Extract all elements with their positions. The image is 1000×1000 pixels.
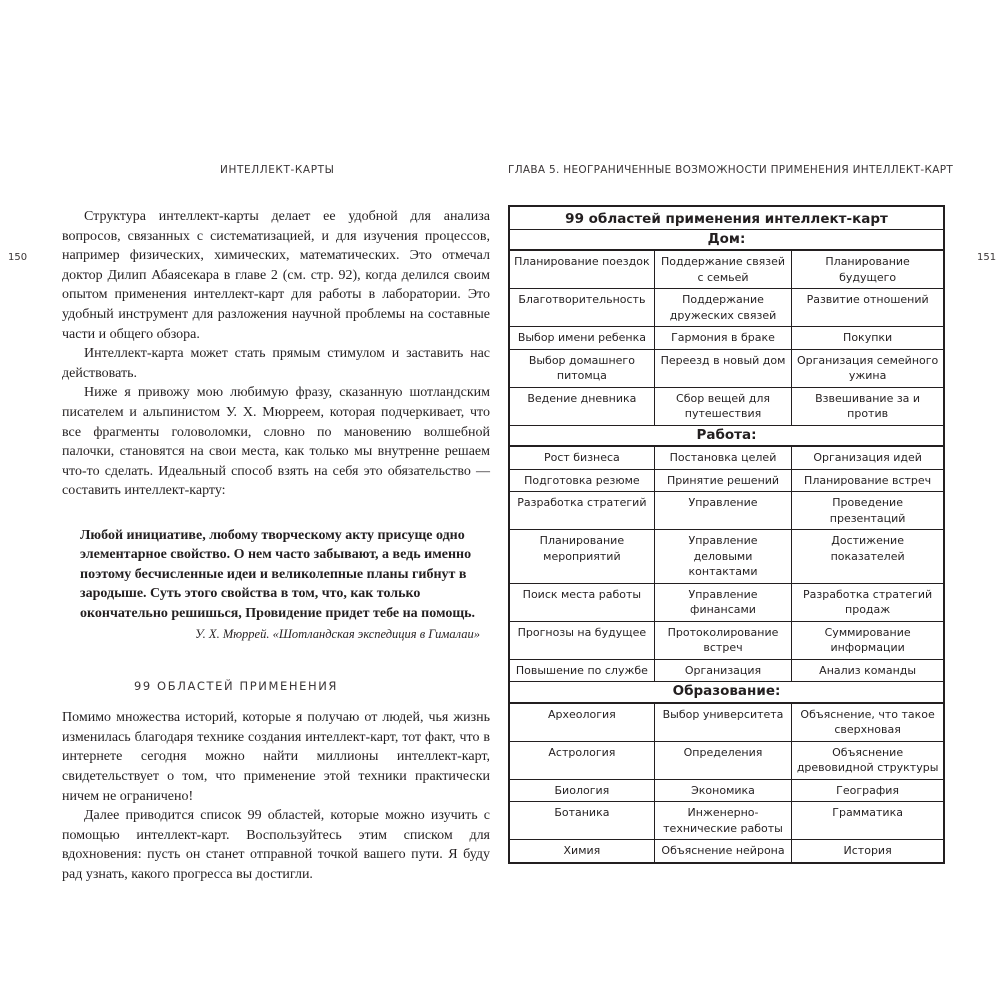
table-cell: Поддержание связей с семьей [654, 250, 791, 289]
table-row [509, 530, 944, 584]
table-row [509, 492, 944, 530]
table-cell: Достижение показателей [792, 530, 944, 584]
table-cell: Суммирование информации [792, 621, 944, 659]
section-header: Работа: [509, 425, 944, 446]
applications-table [508, 205, 945, 864]
left-page-body [62, 207, 490, 884]
table-cell: Рост бизнеса [509, 446, 654, 469]
table-row [509, 349, 944, 387]
table-cell: Управление деловыми контактами [654, 530, 791, 584]
table-cell: География [792, 779, 944, 802]
section-header: Образование: [509, 682, 944, 703]
table-cell: Выбор университета [654, 703, 791, 742]
table-cell: Планирование будущего [792, 250, 944, 289]
page-number-right: 151 [977, 252, 997, 263]
table-cell: Планирование мероприятий [509, 530, 654, 584]
table-row [509, 802, 944, 840]
table-cell: Управление [654, 492, 791, 530]
paragraph: Структура интеллект-карты делает ее удобной для анализа вопросов, связанных с систематизацией, и для изучения процессов, например физических, химических, математических. Это отмечал доктор Дилип Абаясекара в главе 2 (см. стр. 92), когда делился своим опытом применения интеллект-карт для работы в лаборатории. Это удобный инструмент для разложения научной проблемы на составные части и общего обзора. [62, 209, 490, 342]
table-row [509, 741, 944, 779]
table-cell: Выбор домашнего питомца [509, 349, 654, 387]
running-header-right: ГЛАВА 5. НЕОГРАНИЧЕННЫЕ ВОЗМОЖНОСТИ ПРИМЕНЕНИЯ ИНТЕЛЛЕКТ-КАРТ [508, 164, 954, 176]
paragraph: Интеллект-карта может стать прямым стимулом и заставить нас действовать. [62, 346, 490, 381]
table-cell: Объяснение древовидной структуры [792, 741, 944, 779]
table-cell: Объяснение нейрона [654, 840, 791, 863]
table-cell: Астрология [509, 741, 654, 779]
table-cell: Планирование встреч [792, 469, 944, 492]
table-cell: Археология [509, 703, 654, 742]
table-cell: Принятие решений [654, 469, 791, 492]
table-cell: Подготовка резюме [509, 469, 654, 492]
table-cell: Инженерно-технические работы [654, 802, 791, 840]
table-cell: Определения [654, 741, 791, 779]
table-cell: Выбор имени ребенка [509, 327, 654, 350]
table-cell: Благотворительность [509, 289, 654, 327]
table-cell: Планирование поездок [509, 250, 654, 289]
table-cell: Организация семейного ужина [792, 349, 944, 387]
table-cell: Химия [509, 840, 654, 863]
running-header-left: ИНТЕЛЛЕКТ-КАРТЫ [220, 164, 335, 176]
table-cell: Экономика [654, 779, 791, 802]
table-title: 99 областей применения интеллект-карт [509, 206, 944, 229]
table-cell: Прогнозы на будущее [509, 621, 654, 659]
paragraph: Ниже я привожу мою любимую фразу, сказанную шотландским писателем и альпинистом У. Х. Мюрреем, которая подчеркивает, что все фрагменты головоломки, словно по мановению волшебной палочки, становятся на свои места, как только мы внутренне решаем что-то сделать. Идеальный способ взять на себя это обязательство — составить интеллект-карту: [62, 385, 490, 499]
table-row [509, 469, 944, 492]
table-cell: Проведение презентаций [792, 492, 944, 530]
table-cell: Постановка целей [654, 446, 791, 469]
table-cell: Разработка стратегий [509, 492, 654, 530]
table-cell: Покупки [792, 327, 944, 350]
table-cell: Сбор вещей для путешествия [654, 387, 791, 425]
section-header: Дом: [509, 229, 944, 250]
table-cell: Организация [654, 659, 791, 682]
table-cell: Организация идей [792, 446, 944, 469]
table-row [509, 387, 944, 425]
table-row [509, 289, 944, 327]
table-cell: Взвешивание за и против [792, 387, 944, 425]
table-cell: Грамматика [792, 802, 944, 840]
table-cell: Ботаника [509, 802, 654, 840]
table-cell: Повышение по службе [509, 659, 654, 682]
section-heading: 99 ОБЛАСТЕЙ ПРИМЕНЕНИЯ [133, 678, 339, 693]
table-cell: Управление финансами [654, 583, 791, 621]
block-quote: Любой инициативе, любому творческому акту присуще одно элементарное свойство. О нем часто забывают, а ведь именно поэтому бесчисленные идеи и великолепные планы гибнут в зародыше. Суть этого свойства в том, что, как только окончательно решишься, Провидение придет тебе на помощь. [80, 527, 476, 621]
table-row [509, 446, 944, 469]
table-cell: Биология [509, 779, 654, 802]
table-cell: Протоколирование встреч [654, 621, 791, 659]
paragraph: Помимо множества историй, которые я получаю от людей, чья жизнь изменилась благодаря технике создания интеллект-карт, тот факт, что в интернете сегодня можно найти миллионы интеллект-карт, свидетельствует о том, что применение этой техники практически ничем не ограничено! [62, 710, 490, 804]
table-cell: Поддержание дружеских связей [654, 289, 791, 327]
table-cell: История [792, 840, 944, 863]
table-row [509, 840, 944, 863]
table-row [509, 703, 944, 742]
table-cell: Ведение дневника [509, 387, 654, 425]
quote-attribution: У. Х. Мюррей. «Шотландская экспедиция в Гималаи» [195, 626, 480, 641]
table-cell: Развитие отношений [792, 289, 944, 327]
table-cell: Гармония в браке [654, 327, 791, 350]
table-cell: Объяснение, что такое сверхновая [792, 703, 944, 742]
table-cell: Поиск места работы [509, 583, 654, 621]
table-row [509, 621, 944, 659]
table-cell: Анализ команды [792, 659, 944, 682]
table-row [509, 659, 944, 682]
table-row [509, 583, 944, 621]
paragraph: Далее приводится список 99 областей, которые можно изучить с помощью интеллект-карт. Воспользуйтесь этим списком для вдохновения: пусть он станет отправной точкой вашего пути. Я буду рад узнать, какого прогресса вы достигли. [62, 808, 490, 882]
page-number-left: 150 [8, 252, 28, 263]
table-cell: Переезд в новый дом [654, 349, 791, 387]
table-row [509, 779, 944, 802]
table-row [509, 250, 944, 289]
table-row [509, 327, 944, 350]
table-cell: Разработка стратегий продаж [792, 583, 944, 621]
